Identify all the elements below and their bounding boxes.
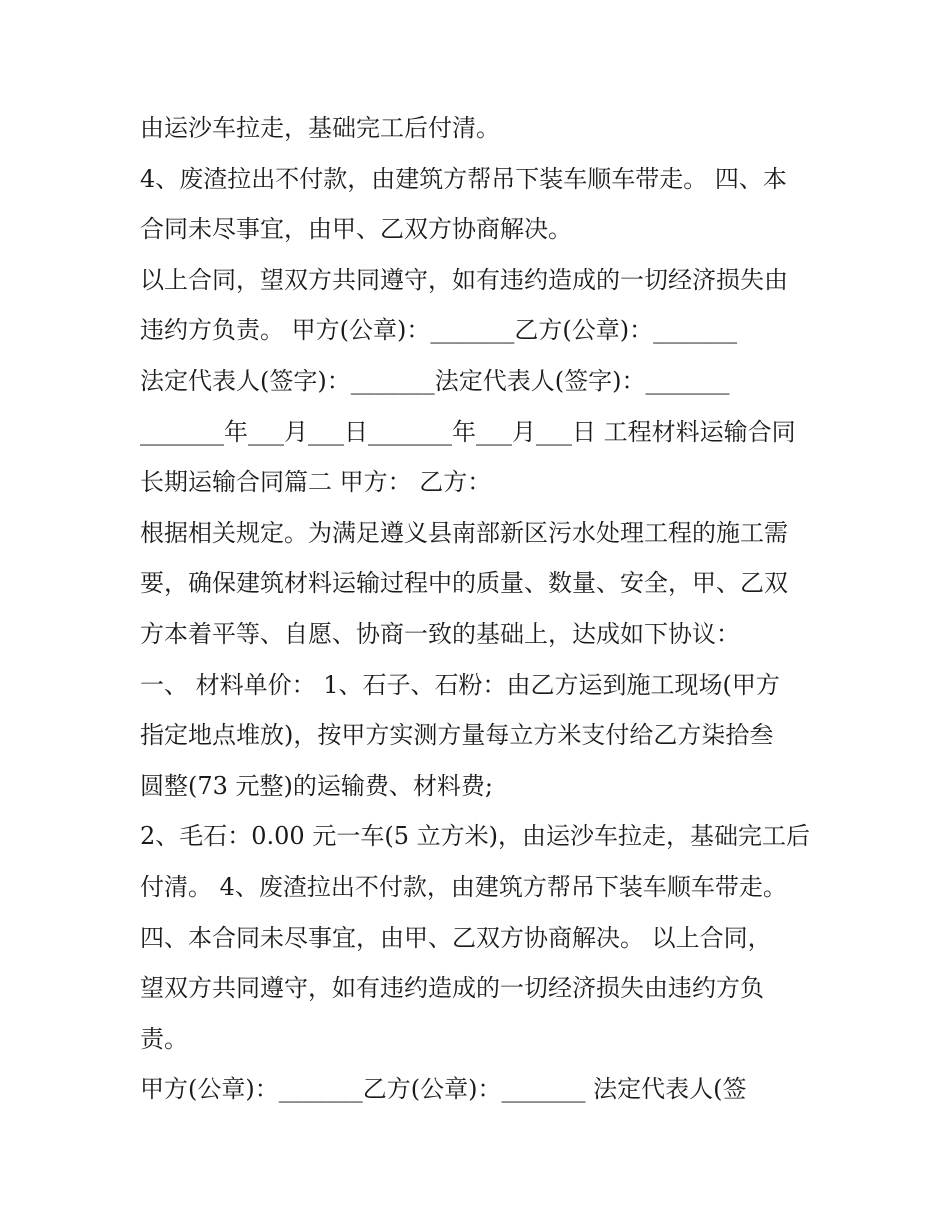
text-line: 指定地点堆放)，按甲方实测方量每立方米支付给乙方柒拾叁 [140, 721, 774, 750]
text-line: 圆整(73 元整)的运输费、材料费; [140, 771, 493, 800]
text-line: 要，确保建筑材料运输过程中的质量、数量、安全，甲、乙双 [140, 569, 788, 598]
text-line: 付清。 4、废渣拉出不付款，由建筑方帮吊下装车顺车带走。 [140, 872, 787, 901]
text-line: 一、 材料单价： 1、石子、石粉：由乙方运到施工现场(甲方 [140, 670, 780, 699]
text-line: _______年___月___日_______年___月___日 工程材料运输合同 [140, 417, 796, 446]
text-line: 甲方(公章)：_______乙方(公章)：_______ 法定代表人(签 [140, 1075, 747, 1104]
document-body [140, 103, 820, 1115]
text-line: 责。 [140, 1024, 188, 1053]
text-line: 由运沙车拉走，基础完工后付清。 [140, 114, 500, 142]
text-line: 四、本合同未尽事宜，由甲、乙双方协商解决。 以上合同， [140, 923, 772, 952]
text-line: 方本着平等、自愿、协商一致的基础上，达成如下协议： [140, 619, 740, 648]
text-line: 4、废渣拉出不付款，由建筑方帮吊下装车顺车带走。 四、本 [140, 164, 787, 193]
text-line: 违约方负责。 甲方(公章)：_______乙方(公章)：_______ [140, 316, 738, 345]
text-line: 长期运输合同篇二 甲方： 乙方： [140, 468, 492, 497]
text-line: 2、毛石：0.00 元一车(5 立方米)，由运沙车拉走，基础完工后 [140, 822, 810, 851]
text-line: 根据相关规定。为满足遵义县南部新区污水处理工程的施工需 [140, 518, 788, 547]
text-line: 以上合同，望双方共同遵守，如有违约造成的一切经济损失由 [140, 265, 788, 294]
text-line: 合同未尽事宜，由甲、乙双方协商解决。 [140, 215, 572, 244]
text-line: 法定代表人(签字)：_______法定代表人(签字)：_______ [140, 366, 730, 395]
text-line: 望双方共同遵守，如有违约造成的一切经济损失由违约方负 [140, 974, 764, 1003]
